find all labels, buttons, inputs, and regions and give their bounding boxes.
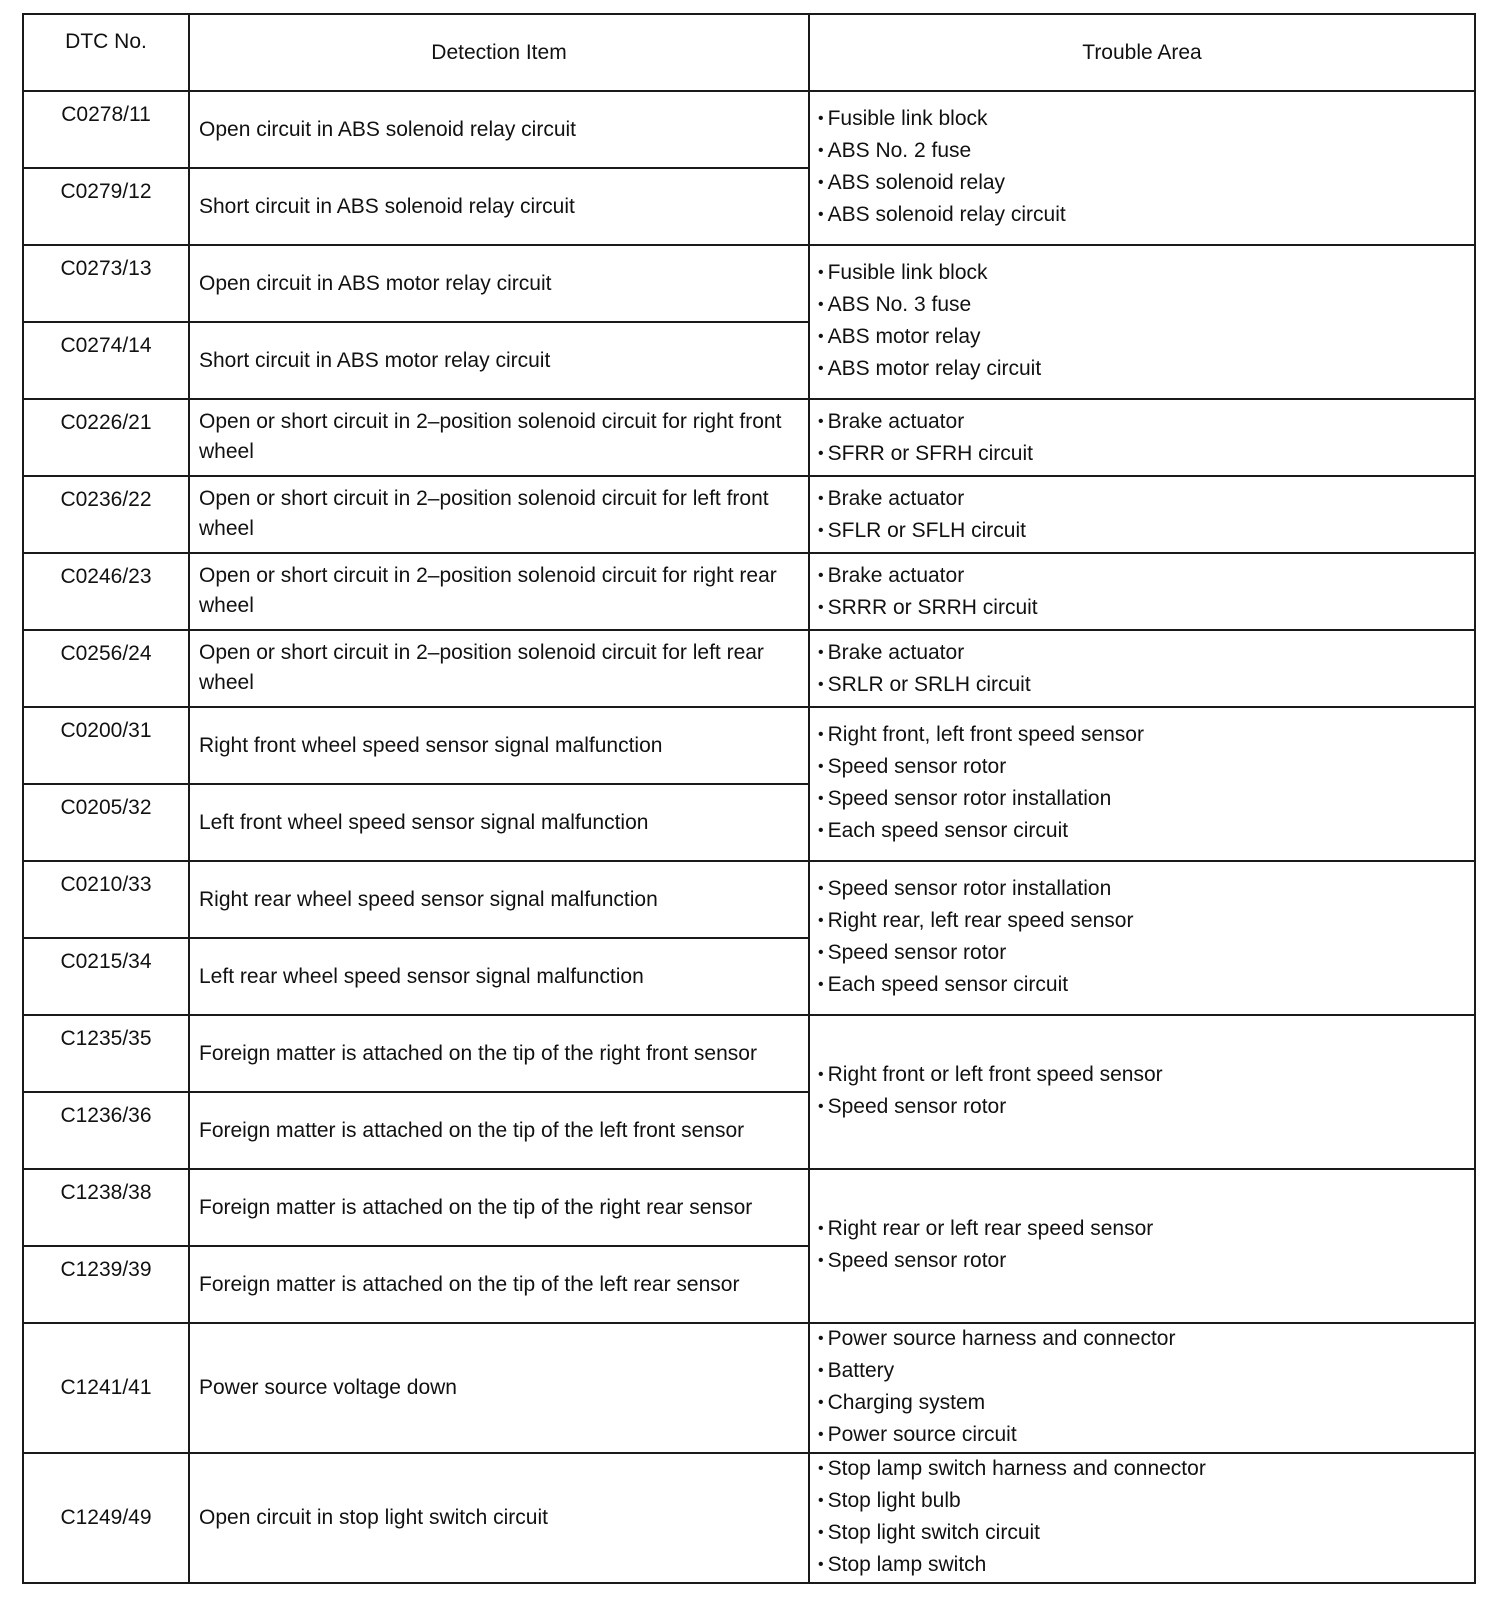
- trouble-area-list: [818, 561, 1474, 625]
- trouble-area: [809, 91, 1475, 245]
- table-row: [23, 245, 1475, 322]
- trouble-area-item: • Power source circuit: [818, 1420, 1474, 1452]
- trouble-area-item: • ABS solenoid relay circuit: [818, 200, 1474, 232]
- dtc-code: C0200/31: [23, 707, 189, 784]
- trouble-area-list: [818, 1214, 1474, 1278]
- trouble-area-item: • Right rear or left rear speed sensor: [818, 1214, 1474, 1246]
- trouble-area-item: • Right front or left front speed sensor: [818, 1060, 1474, 1092]
- detection-item: Open or short circuit in 2–position solenoid circuit for left front wheel: [189, 476, 809, 553]
- detection-item: Right rear wheel speed sensor signal malfunction: [189, 861, 809, 938]
- dtc-code: C0278/11: [23, 91, 189, 168]
- trouble-area-item: • ABS No. 3 fuse: [818, 290, 1474, 322]
- trouble-area-item: • ABS motor relay: [818, 322, 1474, 354]
- table-row: [23, 1323, 1475, 1453]
- trouble-area-list: [818, 407, 1474, 471]
- trouble-area-item: • SFRR or SFRH circuit: [818, 439, 1474, 471]
- header-dtc-no: DTC No.: [23, 14, 189, 91]
- detection-item: Open or short circuit in 2–position solenoid circuit for left rear wheel: [189, 630, 809, 707]
- trouble-area: [809, 399, 1475, 476]
- table-row: [23, 1169, 1475, 1246]
- dtc-code: C1238/38: [23, 1169, 189, 1246]
- trouble-area: [809, 476, 1475, 553]
- detection-item: Open or short circuit in 2–position solenoid circuit for right rear wheel: [189, 553, 809, 630]
- detection-item: Open or short circuit in 2–position solenoid circuit for right front wheel: [189, 399, 809, 476]
- detection-item: Foreign matter is attached on the tip of the left rear sensor: [189, 1246, 809, 1323]
- trouble-area-item: • SFLR or SFLH circuit: [818, 516, 1474, 548]
- trouble-area-item: • Fusible link block: [818, 258, 1474, 290]
- detection-item: Foreign matter is attached on the tip of the left front sensor: [189, 1092, 809, 1169]
- trouble-area-item: • Each speed sensor circuit: [818, 970, 1474, 1002]
- trouble-area-item: • Power source harness and connector: [818, 1324, 1474, 1356]
- trouble-area-list: [818, 1454, 1474, 1582]
- trouble-area-item: • Stop lamp switch: [818, 1550, 1474, 1582]
- trouble-area-item: • Speed sensor rotor installation: [818, 874, 1474, 906]
- trouble-area-item: • Battery: [818, 1356, 1474, 1388]
- trouble-area: [809, 1169, 1475, 1323]
- detection-item: Open circuit in ABS solenoid relay circuit: [189, 91, 809, 168]
- detection-item: Right front wheel speed sensor signal malfunction: [189, 707, 809, 784]
- detection-item: Short circuit in ABS solenoid relay circuit: [189, 168, 809, 245]
- dtc-code: C0256/24: [23, 630, 189, 707]
- trouble-area-item: • Charging system: [818, 1388, 1474, 1420]
- detection-item: Short circuit in ABS motor relay circuit: [189, 322, 809, 399]
- table-row: [23, 399, 1475, 476]
- table-row: [23, 861, 1475, 938]
- trouble-area-item: • ABS motor relay circuit: [818, 354, 1474, 386]
- table-row: [23, 91, 1475, 168]
- dtc-table: [22, 13, 1476, 1584]
- trouble-area: [809, 1323, 1475, 1453]
- trouble-area-item: • Speed sensor rotor: [818, 1246, 1474, 1278]
- dtc-code: C0246/23: [23, 553, 189, 630]
- trouble-area: [809, 1453, 1475, 1583]
- detection-item: Foreign matter is attached on the tip of the right front sensor: [189, 1015, 809, 1092]
- dtc-code: C0236/22: [23, 476, 189, 553]
- trouble-area-list: [818, 1324, 1474, 1452]
- trouble-area-item: • Stop light bulb: [818, 1486, 1474, 1518]
- dtc-code: C0273/13: [23, 245, 189, 322]
- dtc-code: C1235/35: [23, 1015, 189, 1092]
- trouble-area: [809, 630, 1475, 707]
- header-detection-item: Detection Item: [189, 14, 809, 91]
- trouble-area-item: • Speed sensor rotor installation: [818, 784, 1474, 816]
- trouble-area-item: • ABS No. 2 fuse: [818, 136, 1474, 168]
- dtc-code: C1236/36: [23, 1092, 189, 1169]
- trouble-area-item: • Speed sensor rotor: [818, 752, 1474, 784]
- trouble-area-item: • Speed sensor rotor: [818, 938, 1474, 970]
- detection-item: Foreign matter is attached on the tip of the right rear sensor: [189, 1169, 809, 1246]
- dtc-code: C0226/21: [23, 399, 189, 476]
- header-trouble-area: Trouble Area: [809, 14, 1475, 91]
- trouble-area-item: • Speed sensor rotor: [818, 1092, 1474, 1124]
- trouble-area-item: • ABS solenoid relay: [818, 168, 1474, 200]
- table-row: [23, 1015, 1475, 1092]
- trouble-area-list: [818, 484, 1474, 548]
- trouble-area-item: • SRRR or SRRH circuit: [818, 593, 1474, 625]
- detection-item: Left front wheel speed sensor signal malfunction: [189, 784, 809, 861]
- trouble-area-list: [818, 720, 1474, 848]
- trouble-area: [809, 245, 1475, 399]
- trouble-area-item: • Brake actuator: [818, 484, 1474, 516]
- header-row: [23, 14, 1475, 91]
- trouble-area-list: [818, 638, 1474, 702]
- dtc-code: C0279/12: [23, 168, 189, 245]
- detection-item: Open circuit in ABS motor relay circuit: [189, 245, 809, 322]
- trouble-area-item: • SRLR or SRLH circuit: [818, 670, 1474, 702]
- trouble-area-item: • Brake actuator: [818, 407, 1474, 439]
- trouble-area: [809, 707, 1475, 861]
- detection-item: Power source voltage down: [189, 1323, 809, 1453]
- trouble-area-list: [818, 1060, 1474, 1124]
- trouble-area-item: • Right front, left front speed sensor: [818, 720, 1474, 752]
- trouble-area-item: • Stop light switch circuit: [818, 1518, 1474, 1550]
- trouble-area-item: • Brake actuator: [818, 561, 1474, 593]
- dtc-code: C0205/32: [23, 784, 189, 861]
- trouble-area-item: • Fusible link block: [818, 104, 1474, 136]
- trouble-area: [809, 553, 1475, 630]
- trouble-area: [809, 1015, 1475, 1169]
- table-row: [23, 707, 1475, 784]
- table-row: [23, 1453, 1475, 1583]
- trouble-area-item: • Stop lamp switch harness and connector: [818, 1454, 1474, 1486]
- table-row: [23, 476, 1475, 553]
- dtc-code: C0215/34: [23, 938, 189, 1015]
- table-row: [23, 630, 1475, 707]
- dtc-code: C0274/14: [23, 322, 189, 399]
- table-row: [23, 553, 1475, 630]
- trouble-area-list: [818, 258, 1474, 386]
- trouble-area-list: [818, 104, 1474, 232]
- dtc-code: C0210/33: [23, 861, 189, 938]
- trouble-area-item: • Each speed sensor circuit: [818, 816, 1474, 848]
- trouble-area-item: • Right rear, left rear speed sensor: [818, 906, 1474, 938]
- trouble-area: [809, 861, 1475, 1015]
- detection-item: Left rear wheel speed sensor signal malfunction: [189, 938, 809, 1015]
- dtc-code: C1241/41: [23, 1323, 189, 1453]
- dtc-code: C1239/39: [23, 1246, 189, 1323]
- dtc-code: C1249/49: [23, 1453, 189, 1583]
- trouble-area-item: • Brake actuator: [818, 638, 1474, 670]
- detection-item: Open circuit in stop light switch circuit: [189, 1453, 809, 1583]
- trouble-area-list: [818, 874, 1474, 1002]
